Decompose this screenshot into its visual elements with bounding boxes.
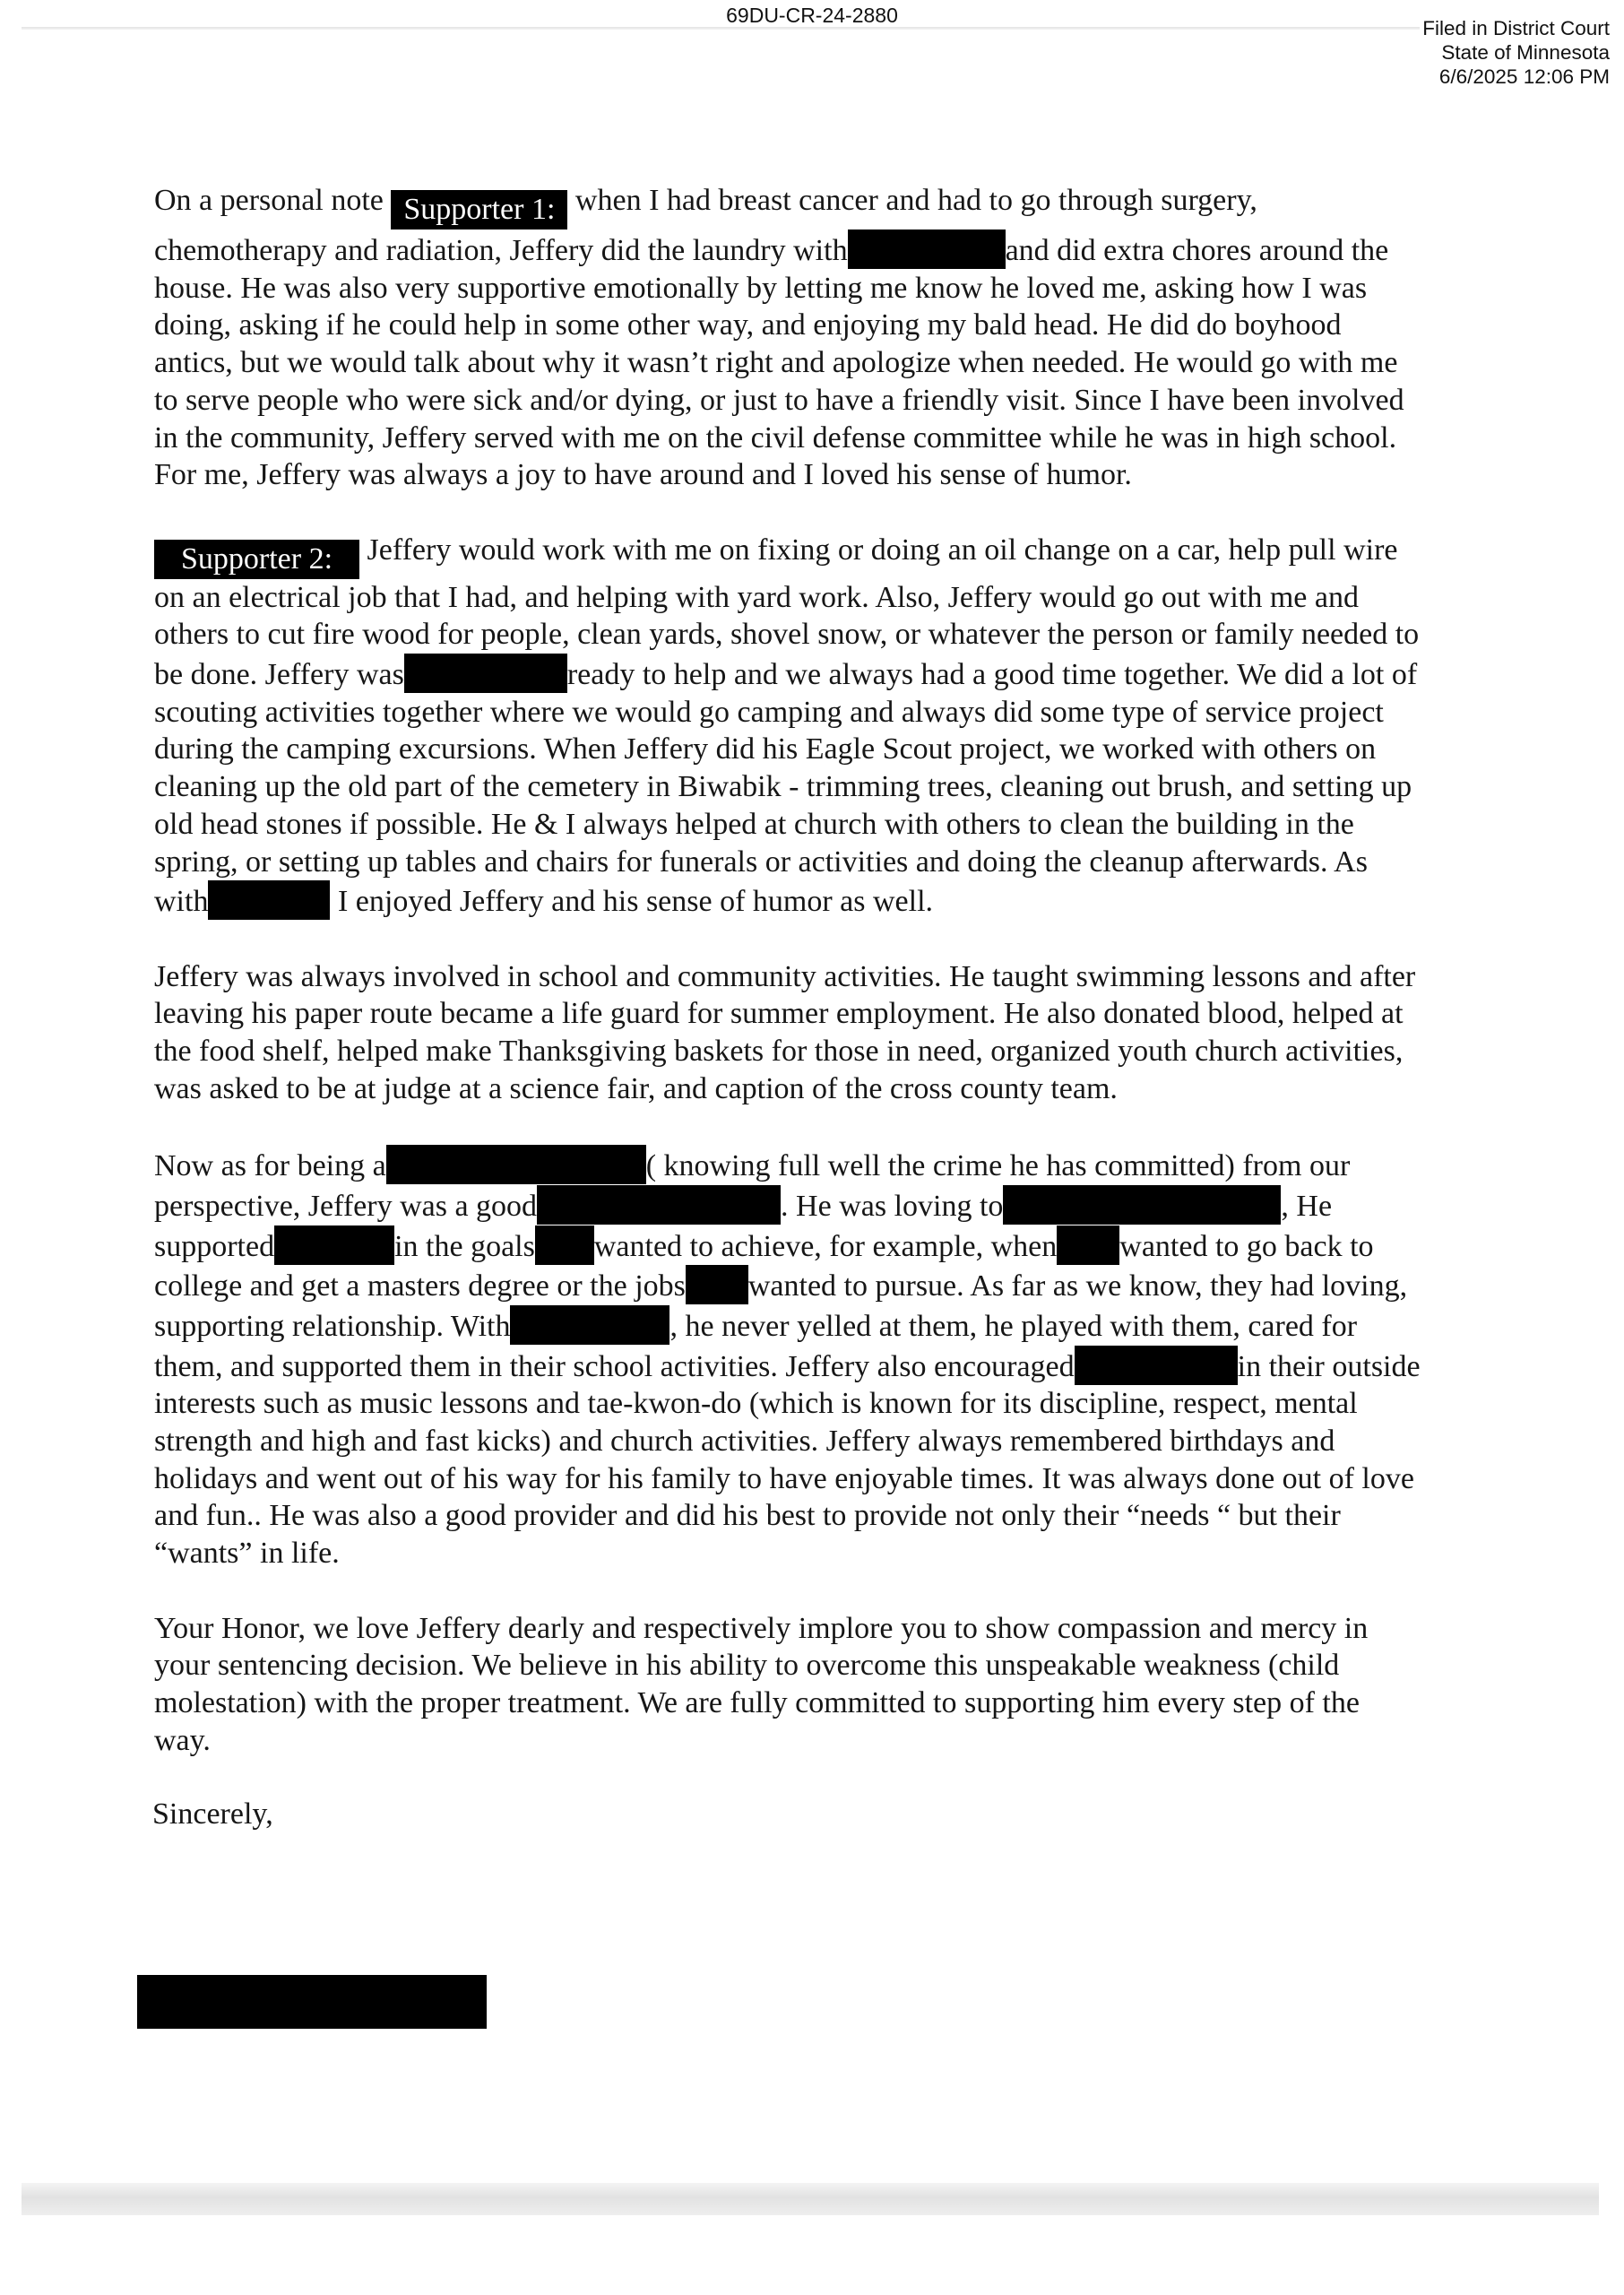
letter-body <box>154 182 1521 1797</box>
redaction-block <box>1057 1225 1119 1265</box>
redaction-block <box>404 654 567 693</box>
redaction-block <box>1075 1346 1238 1385</box>
text-line: others to cut fire wood for people, clean yards, shovel snow, or whatever the person or family needed to <box>154 618 1420 652</box>
text-line: way. <box>154 1723 211 1757</box>
paragraph-family <box>154 1145 1521 1572</box>
text-line: Your Honor, we love Jeffery dearly and respectively implore you to show compassion and mercy in <box>154 1611 1369 1645</box>
case-number: 69DU-CR-24-2880 <box>726 4 898 27</box>
text-line: holidays and went out of his way for his family to have enjoyable times. It was always done out of love <box>154 1461 1414 1495</box>
text-line: Now as for being a ( knowing full well the crime he has committed) from our <box>154 1145 1521 1185</box>
redaction-block <box>510 1305 669 1345</box>
text-line: to serve people who were sick and/or dying, or just to have a friendly visit. Since I have been involved <box>154 383 1404 417</box>
redaction-block <box>848 230 1006 269</box>
text-line: scouting activities together where we would go camping and always did some type of service project <box>154 695 1384 729</box>
text-line: antics, but we would talk about why it wasn’t right and apologize when needed. He would go with me <box>154 346 1398 380</box>
text-line: with I enjoyed Jeffery and his sense of humor as well. <box>154 880 1521 921</box>
text-line: chemotherapy and radiation, Jeffery did the laundry with and did extra chores around the <box>154 230 1521 270</box>
scan-artifact-band <box>22 2183 1599 2215</box>
text-line: On a personal note Supporter 1: when I had breast cancer and had to go through surgery, <box>154 182 1521 230</box>
paragraph-supporter-1 <box>154 182 1521 494</box>
text-line: supported in the goals wanted to achieve, for example, when wanted to go back to <box>154 1225 1521 1266</box>
text-line: be done. Jeffery was ready to help and we always had a good time together. We did a lot of <box>154 654 1521 694</box>
text-line: Supporter 2: Jeffery would work with me on fixing or doing an oil change on a car, help pull wire <box>154 532 1521 579</box>
text-line: leaving his paper route became a life guard for summer employment. He also donated blood, helped at <box>154 997 1404 1031</box>
text-line: supporting relationship. With , he never yelled at them, he played with them, cared for <box>154 1305 1521 1346</box>
text-line: on an electrical job that I had, and helping with yard work. Also, Jeffery would go out with me and <box>154 580 1359 614</box>
paragraph-activities <box>154 958 1521 1108</box>
filing-stamp-datetime: 6/6/2025 12:06 PM <box>1438 65 1610 88</box>
text-line: spring, or setting up tables and chairs for funerals or activities and doing the cleanup afterwards. As <box>154 844 1368 879</box>
text-line: cleaning up the old part of the cemetery in Biwabik - trimming trees, cleaning out brush, and setting up <box>154 770 1412 804</box>
text-line: old head stones if possible. He & I always helped at church with others to clean the building in the <box>154 807 1354 841</box>
redaction-block <box>537 1185 781 1225</box>
text-line: was asked to be at judge at a science fair, and caption of the cross county team. <box>154 1071 1118 1105</box>
redaction-block <box>535 1225 594 1265</box>
top-rule <box>22 27 1420 30</box>
paragraph-supporter-2 <box>154 532 1521 921</box>
text-line: during the camping excursions. When Jeffery did his Eagle Scout project, we worked with others on <box>154 732 1377 766</box>
text-line: For me, Jeffery was always a joy to have around and I loved his sense of humor. <box>154 458 1132 492</box>
text-line: the food shelf, helped make Thanksgiving baskets for those in need, organized youth church activities, <box>154 1035 1404 1069</box>
paragraph-plea <box>154 1610 1521 1760</box>
text-line: your sentencing decision. We believe in his ability to overcome this unspeakable weakness (child <box>154 1649 1340 1683</box>
text-line: perspective, Jeffery was a good . He was loving to , He <box>154 1185 1521 1225</box>
closing-salutation: Sincerely, <box>152 1797 273 1831</box>
text-line: “wants” in life. <box>154 1537 340 1571</box>
redaction-block <box>386 1145 646 1184</box>
redaction-block <box>274 1225 394 1265</box>
redaction-block <box>1003 1185 1281 1225</box>
text-line: college and get a masters degree or the jobs wanted to pursue. As far as we know, they had loving, <box>154 1265 1521 1305</box>
text-line: house. He was also very supportive emotionally by letting me know he loved me, asking how I was <box>154 271 1368 305</box>
signature-redaction <box>137 1975 487 2029</box>
filing-stamp-court: Filed in District Court <box>1422 17 1610 39</box>
text-line: doing, asking if he could help in some other way, and enjoying my bald head. He did do boyhood <box>154 308 1342 342</box>
text-line: them, and supported them in their school activities. Jeffery also encouraged in their outside <box>154 1346 1521 1386</box>
text-line: Jeffery was always involved in school and community activities. He taught swimming lessons and after <box>154 959 1416 993</box>
redaction-block <box>208 880 330 920</box>
text-line: in the community, Jeffery served with me on the civil defense committee while he was in high school. <box>154 420 1397 455</box>
redaction-label-supporter-2: Supporter 2: <box>154 540 359 579</box>
filing-stamp <box>1422 16 1610 89</box>
filing-stamp-state: State of Minnesota <box>1441 41 1610 64</box>
text-line: interests such as music lessons and tae-kwon-do (which is known for its discipline, respect, mental <box>154 1387 1358 1421</box>
text-line: and fun.. He was also a good provider and did his best to provide not only their “needs “ but their <box>154 1499 1341 1533</box>
redaction-label-supporter-1: Supporter 1: <box>391 190 567 230</box>
text-line: strength and high and fast kicks) and church activities. Jeffery always remembered birthdays and <box>154 1425 1335 1459</box>
redaction-block <box>686 1265 748 1304</box>
text-line: molestation) with the proper treatment. We are fully committed to supporting him every step of the <box>154 1685 1360 1719</box>
